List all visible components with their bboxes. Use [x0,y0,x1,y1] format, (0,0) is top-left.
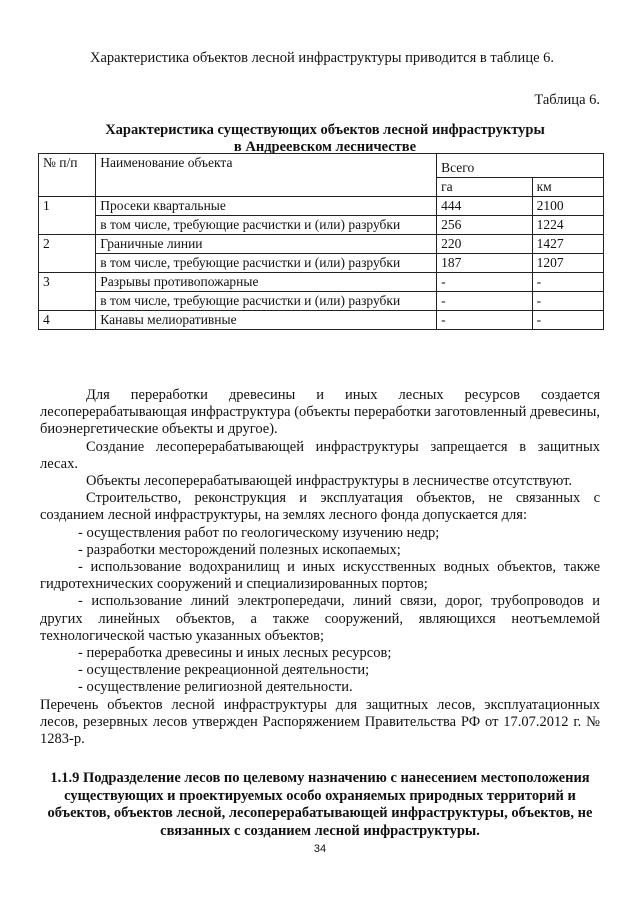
paragraph: Объекты лесоперерабатывающей инфраструктуры в лесничестве отсутствуют. [86,473,573,490]
header-object-name: Наименование объекта [96,154,437,197]
table-row [39,254,604,273]
row-ha: - [437,311,533,330]
row-km: - [532,273,603,292]
list-item: - разработки месторождений полезных ископаемых; [78,541,401,558]
intro-sentence: Характеристика объектов лесной инфраструктуры приводится в таблице 6. [90,50,555,66]
row-name: в том числе, требующие расчистки и (или) разрубки [96,292,437,311]
row-name: Разрывы противопожарные [96,273,437,292]
row-km: 2100 [532,197,603,216]
header-ha: га [437,178,533,197]
page-number: 34 [313,843,327,855]
list-item: - осуществление религиозной деятельности. [78,679,353,696]
paragraph: Строительство, реконструкция и эксплуатация объектов, не связанных с созданием лесной инфраструктуры, на землях лесного фонда допускается для: [40,490,600,524]
list-item: - использование линий электропередачи, линий связи, дорог, трубопроводов и других линейных объектов, а также сооружений, являющихся неотъемлемой технологической частью указанных объектов; [40,593,600,644]
row-name: в том числе, требующие расчистки и (или) разрубки [96,254,437,273]
list-item: - переработка древесины и иных лесных ресурсов; [78,645,392,662]
row-number: 3 [39,273,96,311]
row-ha: 187 [437,254,533,273]
row-km: 1224 [532,216,603,235]
header-total: Всего [437,154,604,178]
row-number: 4 [39,311,96,330]
body-text [40,387,600,748]
table-caption [40,122,610,156]
row-ha: - [437,292,533,311]
table-reference: Таблица 6. [534,92,600,108]
row-number: 1 [39,197,96,235]
row-ha: 256 [437,216,533,235]
row-km: 1427 [532,235,603,254]
row-km: 1207 [532,254,603,273]
infrastructure-table [38,153,604,330]
table-row [39,235,604,254]
row-number: 2 [39,235,96,273]
row-name: Просеки квартальные [96,197,437,216]
table-row [39,216,604,235]
table-caption-line1: Характеристика существующих объектов лесной инфраструктуры [105,122,545,138]
table-row [39,292,604,311]
header-km: км [532,178,603,197]
row-name: Канавы мелиоративные [96,311,437,330]
row-km: - [532,292,603,311]
table-row [39,273,604,292]
list-item: - осуществления работ по геологическому изучению недр; [78,524,440,541]
closing-paragraph: Перечень объектов лесной инфраструктуры для защитных лесов, эксплуатационных лесов, резервных лесов утвержден Распоряжением Правительства РФ от 17.07.2012 г. № 1283-р. [40,696,600,748]
header-number: № п/п [39,154,96,197]
row-name: в том числе, требующие расчистки и (или) разрубки [96,216,437,235]
paragraph: Для переработки древесины и иных лесных ресурсов создается лесоперерабатывающая инфраструктура (объекты переработки заготовленный древесины, биоэнергетические объекты и другое). [40,387,600,438]
row-name: Граничные линии [96,235,437,254]
paragraph: Создание лесоперерабатывающей инфраструктуры запрещается в защитных лесах. [40,438,600,472]
table-caption-line2: в Андреевском лесничестве [233,139,417,155]
row-km: - [532,311,603,330]
table-header-row [39,154,604,178]
table-row [39,197,604,216]
row-ha: 220 [437,235,533,254]
list-item: - осуществление рекреационной деятельности; [78,662,370,679]
table-row [39,311,604,330]
row-ha: - [437,273,533,292]
section-heading: 1.1.9 Подразделение лесов по целевому назначению с нанесением местоположения существующих и проектируемых особо охраняемых природных территорий и объектов, объектов лесной, лесоперерабатывающей инфраструктуры, объектов, не связанных с созданием лесной инфраструктуры. [47,770,593,839]
row-ha: 444 [437,197,533,216]
list-item: - использование водохранилищ и иных искусственных водных объектов, также гидротехнических сооружений и специализированных портов; [40,559,600,593]
